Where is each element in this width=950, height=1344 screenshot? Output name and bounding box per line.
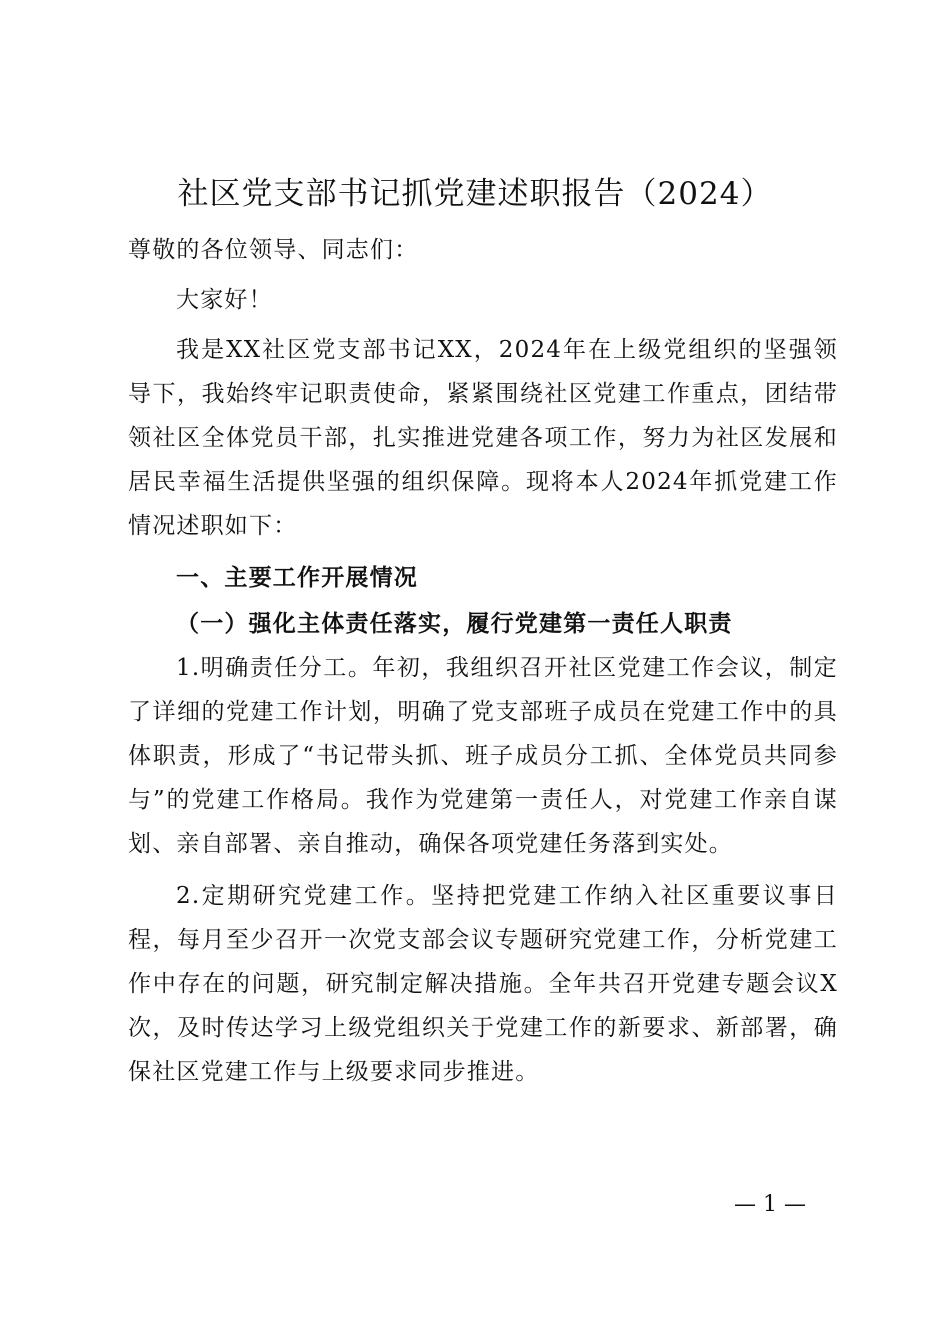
page-number: — 1 — (734, 1192, 806, 1217)
greeting: 大家好！ (176, 287, 273, 313)
item-paragraph-2: 2.定期研究党建工作。坚持把党建工作纳入社区重要议事日程，每月至少召开一次党支部会议专题研究党建工作，分析党建工作中存在的问题，研究制定解决措施。全年共召开党建专题会议X次，及时传达学习上级党组织关于党建工作的新要求、新部署，确保社区党建工作与上级要求同步推进。 (128, 883, 838, 1085)
intro-paragraph: 我是XX社区党支部书记XX，2024年在上级党组织的坚强领导下，我始终牢记职责使命，紧紧围绕社区党建工作重点，团结带领社区全体党员干部，扎实推进党建各项工作，努力为社区发展和居民幸福生活提供坚强的组织保障。现将本人2024年抓党建工作情况述职如下： (128, 337, 838, 539)
document-title: 社区党支部书记抓党建述职报告（2024） (177, 176, 773, 212)
subsection-heading-1: （一）强化主体责任落实，履行党建第一责任人职责 (176, 610, 733, 637)
section-heading-1: 一、主要工作开展情况 (176, 565, 418, 591)
salutation: 尊敬的各位领导、同志们： (128, 237, 419, 263)
document-body (128, 228, 838, 1094)
item-paragraph-1: 1.明确责任分工。年初，我组织召开社区党建工作会议，制定了详细的党建工作计划，明确了党支部班子成员在党建工作中的具体职责，形成了“书记带头抓、班子成员分工抓、全体党员共同参与”的党建工作格局。我作为党建第一责任人，对党建工作亲自谋划、亲自部署、亲自推动，确保各项党建任务落到实处。 (128, 655, 838, 857)
